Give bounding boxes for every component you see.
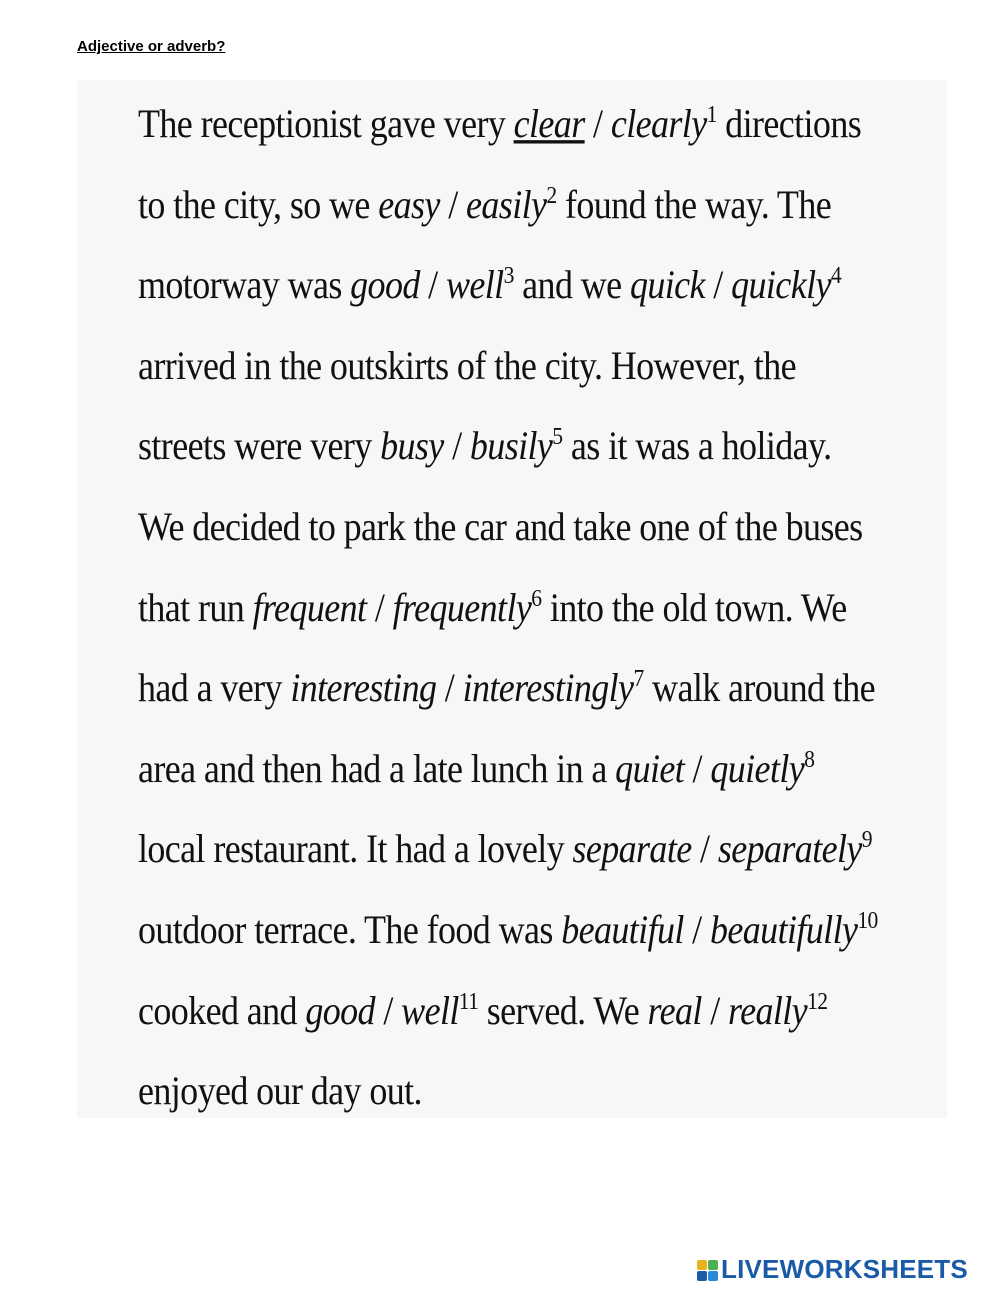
liveworksheets-logo: [697, 1254, 968, 1285]
passage-text: as it was a holiday.: [562, 423, 832, 469]
logo-square: [697, 1260, 707, 1270]
passage-text: to the city, so we: [138, 181, 379, 227]
passage-text: /: [419, 262, 446, 307]
passage-text: /: [443, 423, 470, 469]
passage-line: [138, 817, 938, 907]
passage-text: streets were very: [138, 423, 381, 469]
answer-option[interactable]: busily: [469, 423, 553, 469]
answer-option[interactable]: good: [305, 987, 375, 1033]
passage-text: into the old town. We: [541, 584, 847, 630]
answer-option[interactable]: quietly: [710, 745, 805, 791]
answer-option[interactable]: real: [647, 987, 702, 1033]
passage-text: arrived in the outskirts of the city. However, the: [138, 342, 797, 388]
logo-square: [708, 1271, 718, 1281]
answer-option[interactable]: separate: [572, 826, 692, 872]
passage-text: /: [684, 745, 711, 791]
question-number: 3: [503, 262, 514, 290]
passage-text: and we: [513, 262, 630, 307]
answer-option[interactable]: beautiful: [561, 906, 684, 952]
liveworksheets-logo-icon: [697, 1260, 717, 1280]
question-number: 9: [861, 826, 872, 854]
passage-text: had a very: [138, 665, 291, 710]
passage-text: /: [683, 906, 710, 952]
answer-option[interactable]: quickly: [731, 262, 831, 307]
passage-line: [138, 737, 938, 827]
passage-text: cooked and: [138, 987, 306, 1033]
answer-option[interactable]: beautifully: [709, 906, 858, 952]
answer-option[interactable]: frequent: [252, 584, 367, 630]
answer-option-selected[interactable]: clear: [513, 100, 585, 146]
answer-option[interactable]: frequently: [392, 584, 532, 630]
question-number: 12: [807, 987, 828, 1015]
answer-option[interactable]: interesting: [290, 665, 437, 710]
passage-text: /: [584, 100, 611, 146]
question-number: 11: [458, 987, 479, 1015]
passage-text: outdoor terrace. The food was: [138, 906, 562, 952]
answer-option[interactable]: easily: [466, 181, 547, 227]
passage-text: /: [701, 987, 729, 1033]
passage-text: /: [439, 181, 466, 227]
answer-option[interactable]: well: [445, 262, 504, 307]
passage-text: served. We: [478, 987, 648, 1033]
logo-square: [708, 1260, 718, 1270]
passage-line: [138, 253, 938, 343]
passage-text: local restaurant. It had a lovely: [138, 826, 573, 872]
passage-text: found the way. The: [556, 181, 832, 227]
passage-line: [138, 173, 938, 263]
question-number: 7: [633, 665, 644, 692]
answer-option[interactable]: quick: [629, 262, 705, 307]
exercise-passage: [138, 92, 938, 1140]
exercise-passage-image: [77, 80, 947, 1118]
passage-line: [138, 898, 938, 988]
passage-text: that run: [138, 584, 253, 630]
answer-option[interactable]: busy: [380, 423, 444, 469]
answer-option[interactable]: quiet: [615, 745, 685, 791]
question-number: 10: [857, 906, 878, 934]
passage-line: [138, 334, 938, 424]
question-number: 6: [531, 584, 542, 612]
logo-square: [697, 1271, 707, 1281]
answer-option[interactable]: good: [350, 262, 420, 307]
passage-text: enjoyed our day out.: [138, 1068, 422, 1113]
passage-text: /: [691, 826, 718, 872]
passage-text: motorway was: [138, 262, 351, 307]
answer-option[interactable]: separately: [717, 826, 862, 872]
passage-text: We decided to park the car and take one of the buses: [138, 503, 863, 549]
answer-option[interactable]: clearly: [610, 100, 707, 146]
passage-line: [138, 495, 938, 585]
page-title: Adjective or adverb?: [77, 38, 226, 55]
passage-text: directions: [716, 100, 862, 146]
answer-option[interactable]: easy: [378, 181, 440, 227]
passage-text: The receptionist gave very: [138, 100, 514, 146]
answer-option[interactable]: really: [728, 987, 808, 1033]
passage-text: area and then had a late lunch in a: [138, 745, 616, 791]
passage-text: /: [704, 262, 732, 307]
passage-text: /: [374, 987, 402, 1033]
passage-line: [138, 1059, 938, 1149]
question-number: 4: [830, 262, 842, 290]
question-number: 8: [804, 745, 815, 773]
passage-line: [138, 92, 938, 182]
liveworksheets-logo-text: LIVEWORKSHEETS: [721, 1254, 968, 1284]
passage-text: walk around the: [643, 665, 875, 710]
passage-line: [138, 576, 938, 666]
answer-option[interactable]: interestingly: [462, 665, 634, 710]
answer-option[interactable]: well: [401, 987, 459, 1033]
passage-text: /: [366, 584, 393, 630]
question-number: 5: [552, 423, 563, 451]
passage-line: [138, 979, 938, 1069]
passage-line: [138, 656, 938, 746]
passage-line: [138, 414, 938, 504]
question-number: 1: [706, 100, 717, 128]
passage-text: /: [436, 665, 463, 710]
question-number: 2: [546, 181, 557, 209]
